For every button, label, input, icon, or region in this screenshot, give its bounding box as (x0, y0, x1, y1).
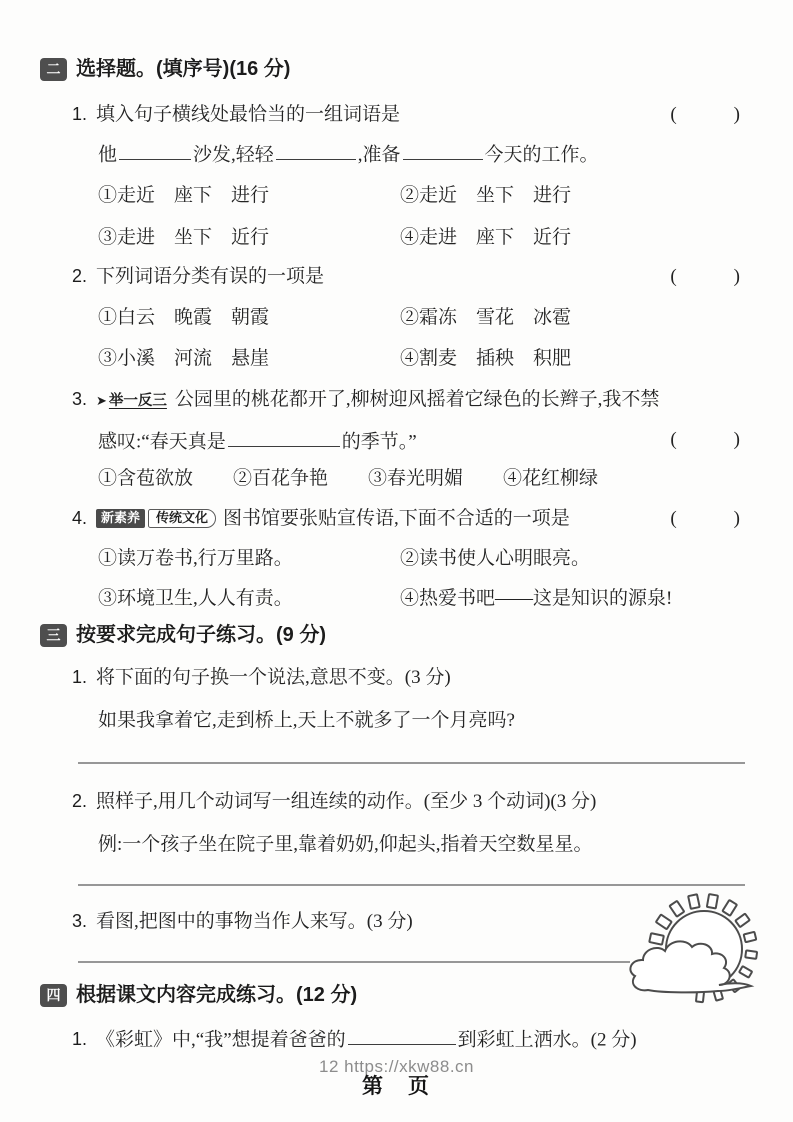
question-2-4-options-row2 (98, 587, 672, 611)
question-3-1-body (98, 709, 515, 733)
question-4-1 (72, 1026, 740, 1052)
badge-chuantongwenhua: 传统文化 (148, 509, 216, 528)
section-four-title: 根据课文内容完成练习。(12 分) (76, 984, 358, 1006)
arrow-icon: ➤ (96, 393, 107, 408)
fill-blank (276, 141, 356, 160)
question-number: 1. (72, 104, 88, 124)
question-text-line1: 公园里的桃花都开了,柳树迎风摇着它绿色的长辫子,我不禁 (174, 389, 660, 410)
watermark-url: 12 https://xkw88.cn (318, 1057, 475, 1076)
question-number: 3. (72, 911, 88, 931)
fill-text: 沙发,轻轻 (193, 144, 274, 166)
answer-line (78, 884, 745, 886)
question-2-2 (72, 265, 740, 289)
option-3: ③春光明媚 (368, 468, 464, 489)
answer-line (78, 961, 630, 963)
section-three-marker: 三 (40, 624, 67, 647)
fill-blank (348, 1026, 456, 1045)
question-2-4 (72, 507, 740, 531)
section-four-header (40, 983, 357, 1008)
option-3: ③走进 坐下 近行 (98, 227, 270, 248)
question-2-3-line2 (98, 428, 740, 454)
page-number-label: 第 页 (362, 1075, 431, 1098)
question-2-2-options-row2 (98, 347, 571, 371)
option-4: ④走进 座下 近行 (400, 227, 572, 248)
question-2-1-options-row1 (98, 184, 571, 208)
option-4: ④花红柳绿 (503, 468, 599, 489)
fill-text: 今天的工作。 (484, 144, 599, 166)
option-3: ③环境卫生,人人有责。 (98, 588, 293, 609)
section-two-header (40, 57, 290, 82)
question-text-line2: 感叹:“春天真是 (98, 431, 226, 453)
question-text: 看图,把图中的事物当作人来写。(3 分) (96, 911, 413, 932)
question-2-1-fill-sentence (98, 141, 599, 167)
question-2-1 (72, 103, 740, 127)
option-4: ④割麦 插秧 积肥 (400, 348, 572, 369)
section-two-title: 选择题。(填序号)(16 分) (76, 58, 291, 80)
option-1: ①含苞欲放 (98, 468, 194, 489)
fill-text: 他 (98, 144, 118, 166)
question-number: 4. (72, 508, 88, 528)
option-1: ①读万卷书,行万里路。 (98, 548, 293, 569)
question-text: 照样子,用几个动词写一组连续的动作。(至少 3 个动词)(3 分) (96, 791, 597, 812)
question-2-2-options-row1 (98, 306, 571, 330)
sentence-text: 如果我拿着它,走到桥上,天上不就多了一个月亮吗? (98, 710, 515, 731)
badge-xinsuyang: 新素养 (96, 509, 145, 528)
option-2: ②百花争艳 (233, 468, 329, 489)
question-3-1 (72, 666, 740, 690)
question-2-3 (72, 388, 740, 412)
option-1: ①白云 晚霞 朝霞 (98, 307, 270, 328)
answer-paren: ( ) (670, 104, 740, 125)
tag-juyifansan: 举一反三 (108, 393, 167, 409)
question-text: 下列词语分类有误的一项是 (96, 266, 325, 287)
question-text: 《彩虹》中,“我”想提着爸爸的 (96, 1029, 346, 1051)
fill-blank (403, 141, 483, 160)
fill-blank (228, 428, 340, 447)
question-text: 将下面的句子换一个说法,意思不变。(3 分) (96, 667, 451, 688)
answer-paren: ( ) (670, 429, 740, 450)
question-number: 1. (72, 667, 88, 687)
question-3-2-body (98, 833, 593, 857)
option-1: ①走近 座下 进行 (98, 185, 270, 206)
question-text-end: 到彩虹上洒水。(2 分) (457, 1029, 637, 1051)
question-number: 3. (72, 389, 88, 409)
question-text: 图书馆要张贴宣传语,下面不合适的一项是 (223, 508, 570, 529)
example-text: 例:一个孩子坐在院子里,靠着奶奶,仰起头,指着天空数星星。 (98, 834, 593, 855)
question-2-1-options-row2 (98, 226, 571, 250)
section-three-header (40, 623, 326, 648)
answer-line (78, 762, 745, 764)
option-4: ④热爱书吧——这是知识的源泉! (400, 588, 673, 609)
question-text: 填入句子横线处最恰当的一组词语是 (96, 104, 401, 125)
question-number: 2. (72, 266, 88, 286)
answer-paren: ( ) (670, 266, 740, 287)
question-3-2 (72, 790, 740, 814)
section-two-marker: 二 (40, 58, 67, 81)
question-2-4-options-row1 (98, 547, 590, 571)
answer-paren: ( ) (670, 508, 740, 529)
question-text-line2-end: 的季节。” (341, 431, 417, 453)
section-three-title: 按要求完成句子练习。(9 分) (76, 624, 326, 646)
sun-cloud-illustration (618, 889, 768, 1012)
option-2: ②读书使人心明眼亮。 (400, 548, 591, 569)
option-3: ③小溪 河流 悬崖 (98, 348, 270, 369)
question-number: 2. (72, 791, 88, 811)
option-2: ②霜冻 雪花 冰雹 (400, 307, 572, 328)
question-2-3-options (98, 467, 598, 491)
section-four-marker: 四 (40, 984, 67, 1007)
question-number: 1. (72, 1029, 88, 1050)
option-2: ②走近 坐下 进行 (400, 185, 572, 206)
fill-text: ,准备 (357, 144, 401, 166)
fill-blank (119, 141, 191, 160)
